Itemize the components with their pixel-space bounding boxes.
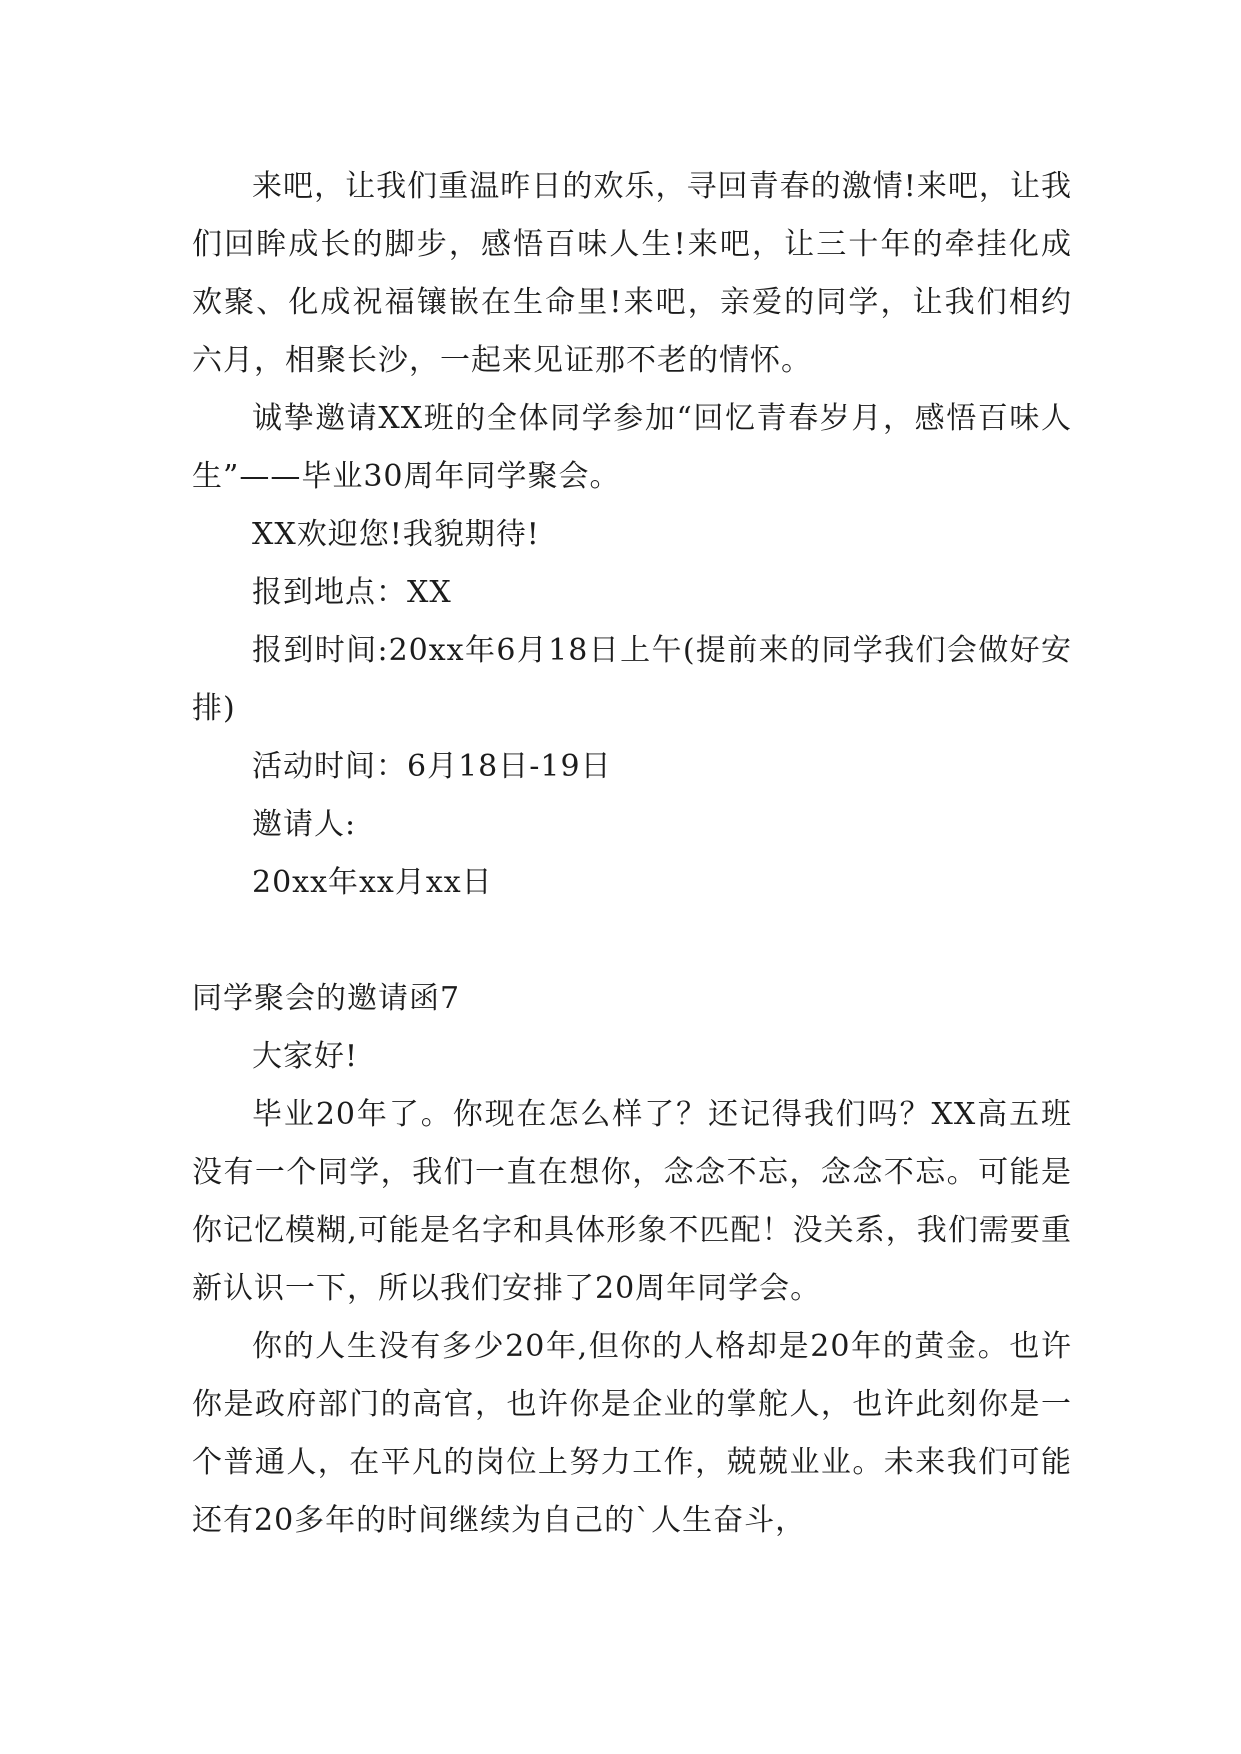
paragraph-event-time: 活动时间：6月18日-19日 (252, 749, 612, 784)
paragraph-welcome: XX欢迎您!我貌期待! (252, 517, 540, 552)
paragraph-invitation-statement: 诚挚邀请XX班的全体同学参加“回忆青春岁月，感悟百味人生”——毕业30周年同学聚会。 (192, 401, 1072, 494)
paragraph-date: 20xx年xx月xx日 (252, 865, 493, 900)
document-page (192, 158, 1072, 1550)
paragraph-greeting: 大家好! (252, 1039, 359, 1074)
paragraph-reunion-reflection: 你的人生没有多少20年,但你的人格却是20年的黄金。也许你是政府部门的高官，也许你是企业的掌舵人，也许此刻你是一个普通人，在平凡的岗位上努力工作，兢兢业业。未来我们可能还有20多年的时间继续为自己的`人生奋斗， (192, 1329, 1072, 1538)
paragraph-inviter: 邀请人: (252, 807, 357, 842)
section-heading: 同学聚会的邀请函7 (192, 981, 461, 1016)
paragraph-reunion-intro: 毕业20年了。你现在怎么样了？还记得我们吗？XX高五班没有一个同学，我们一直在想你，念念不忘，念念不忘。可能是你记忆模糊,可能是名字和具体形象不匹配！没关系，我们需要重新认识一下，所以我们安排了20周年同学会。 (192, 1097, 1072, 1306)
paragraph-registration-location: 报到地点：XX (252, 575, 452, 610)
paragraph-registration-time: 报到时间:20xx年6月18日上午(提前来的同学我们会做好安排) (192, 633, 1072, 726)
paragraph-invitation-intro: 来吧，让我们重温昨日的欢乐，寻回青春的激情!来吧，让我们回眸成长的脚步，感悟百味人生!来吧，让三十年的牵挂化成欢聚、化成祝福镶嵌在生命里!来吧，亲爱的同学，让我们相约六月，相聚长沙，一起来见证那不老的情怀。 (192, 169, 1072, 378)
